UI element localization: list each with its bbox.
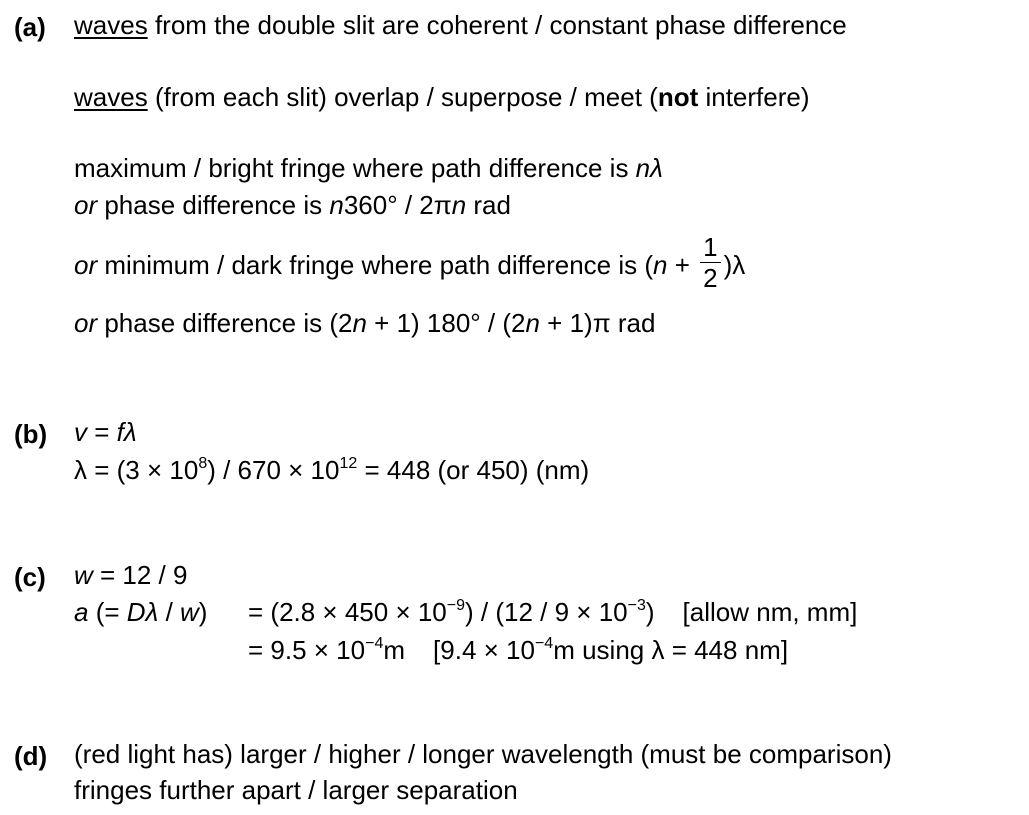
allow-note: [allow nm, mm] [682, 597, 858, 627]
n-symbol: n [352, 308, 367, 338]
text: (from each slit) overlap / superpose / meet ( [154, 82, 658, 112]
exponent: −4 [365, 635, 384, 652]
exponent: −4 [534, 635, 554, 652]
exponent: −9 [446, 597, 466, 614]
text: 360° / 2π [343, 190, 452, 220]
text: minimum / dark fringe where path difference is ( [97, 250, 653, 281]
alternative-note [433, 635, 788, 665]
part-d-line-2: fringes further apart / larger separation [74, 775, 518, 805]
fraction-denominator: 2 [703, 263, 718, 294]
text: λ = (3 × 10 [74, 455, 199, 485]
text: = 12 / 9 [92, 560, 188, 590]
text: m using λ = 448 nm] [553, 635, 789, 665]
exponent: 12 [339, 455, 358, 472]
or-italic: or [74, 190, 98, 220]
text: = 9.5 × 10 [248, 635, 366, 665]
part-c-line-1 [74, 562, 187, 588]
text: phase difference is [97, 190, 330, 220]
text: + 1)π rad [539, 308, 656, 338]
not-bold: not [657, 82, 699, 112]
text: )λ [723, 250, 746, 281]
text: rad [466, 190, 511, 220]
text: + [667, 250, 698, 281]
or-italic: or [74, 308, 98, 338]
n-symbol: n [525, 308, 540, 338]
fraction-numerator: 1 [700, 234, 720, 263]
part-c-label: (c) [14, 562, 46, 592]
part-a-line-5 [74, 232, 746, 297]
text: / [158, 597, 181, 627]
part-a-line-2 [74, 84, 810, 110]
text: = (2.8 × 450 × 10 [248, 597, 447, 627]
part-a-line-1-text: from the double slit are coherent / constant phase difference [154, 10, 847, 40]
text: m [383, 635, 406, 665]
text: interfere) [705, 82, 810, 112]
waves-underlined: waves [74, 10, 148, 40]
text: ) / 670 × 10 [207, 455, 340, 485]
text: ) / (12 / 9 × 10 [465, 597, 628, 627]
part-b-line-2 [74, 457, 589, 483]
part-d-label: (d) [14, 741, 48, 771]
part-a-line-3 [74, 155, 663, 181]
part-a-line-4 [74, 192, 511, 218]
text: maximum / bright fringe where path difference is [74, 153, 636, 183]
d-lambda-symbol: Dλ [126, 597, 159, 627]
part-a-line-1 [74, 12, 847, 38]
exponent: 8 [198, 455, 208, 472]
text: = 448 (or 450) (nm) [357, 455, 590, 485]
text: ) [645, 597, 655, 627]
text: phase difference is (2 [97, 308, 353, 338]
w-symbol: w [74, 560, 93, 590]
n-symbol: n [635, 153, 651, 183]
one-half-fraction [700, 234, 720, 293]
part-c-line-2-lhs [74, 599, 207, 625]
n-symbol: n [451, 190, 467, 220]
part-a-label: (a) [14, 12, 46, 42]
n-symbol: n [653, 250, 668, 281]
w-symbol: w [180, 597, 199, 627]
text: ) [198, 597, 208, 627]
lambda-symbol: λ [650, 153, 663, 183]
v-symbol: v [74, 417, 87, 447]
text: [9.4 × 10 [433, 635, 535, 665]
a-symbol: a [74, 597, 89, 627]
text: (= [88, 597, 127, 627]
text: + 1) 180° / (2 [366, 308, 526, 338]
f-symbol: f [116, 417, 124, 447]
part-c-line-2-rhs [248, 599, 857, 625]
waves-underlined: waves [74, 82, 148, 112]
text: = [87, 417, 117, 447]
part-c-line-3 [248, 637, 788, 663]
part-b-line-1 [74, 419, 137, 445]
part-b-label: (b) [14, 419, 48, 449]
exponent: −3 [627, 597, 646, 614]
part-d-line-1: (red light has) larger / higher / longer wavelength (must be comparison) [74, 739, 892, 769]
part-a-line-6 [74, 310, 655, 336]
n-symbol: n [329, 190, 344, 220]
or-italic: or [74, 250, 98, 281]
lambda-symbol: λ [123, 417, 137, 447]
